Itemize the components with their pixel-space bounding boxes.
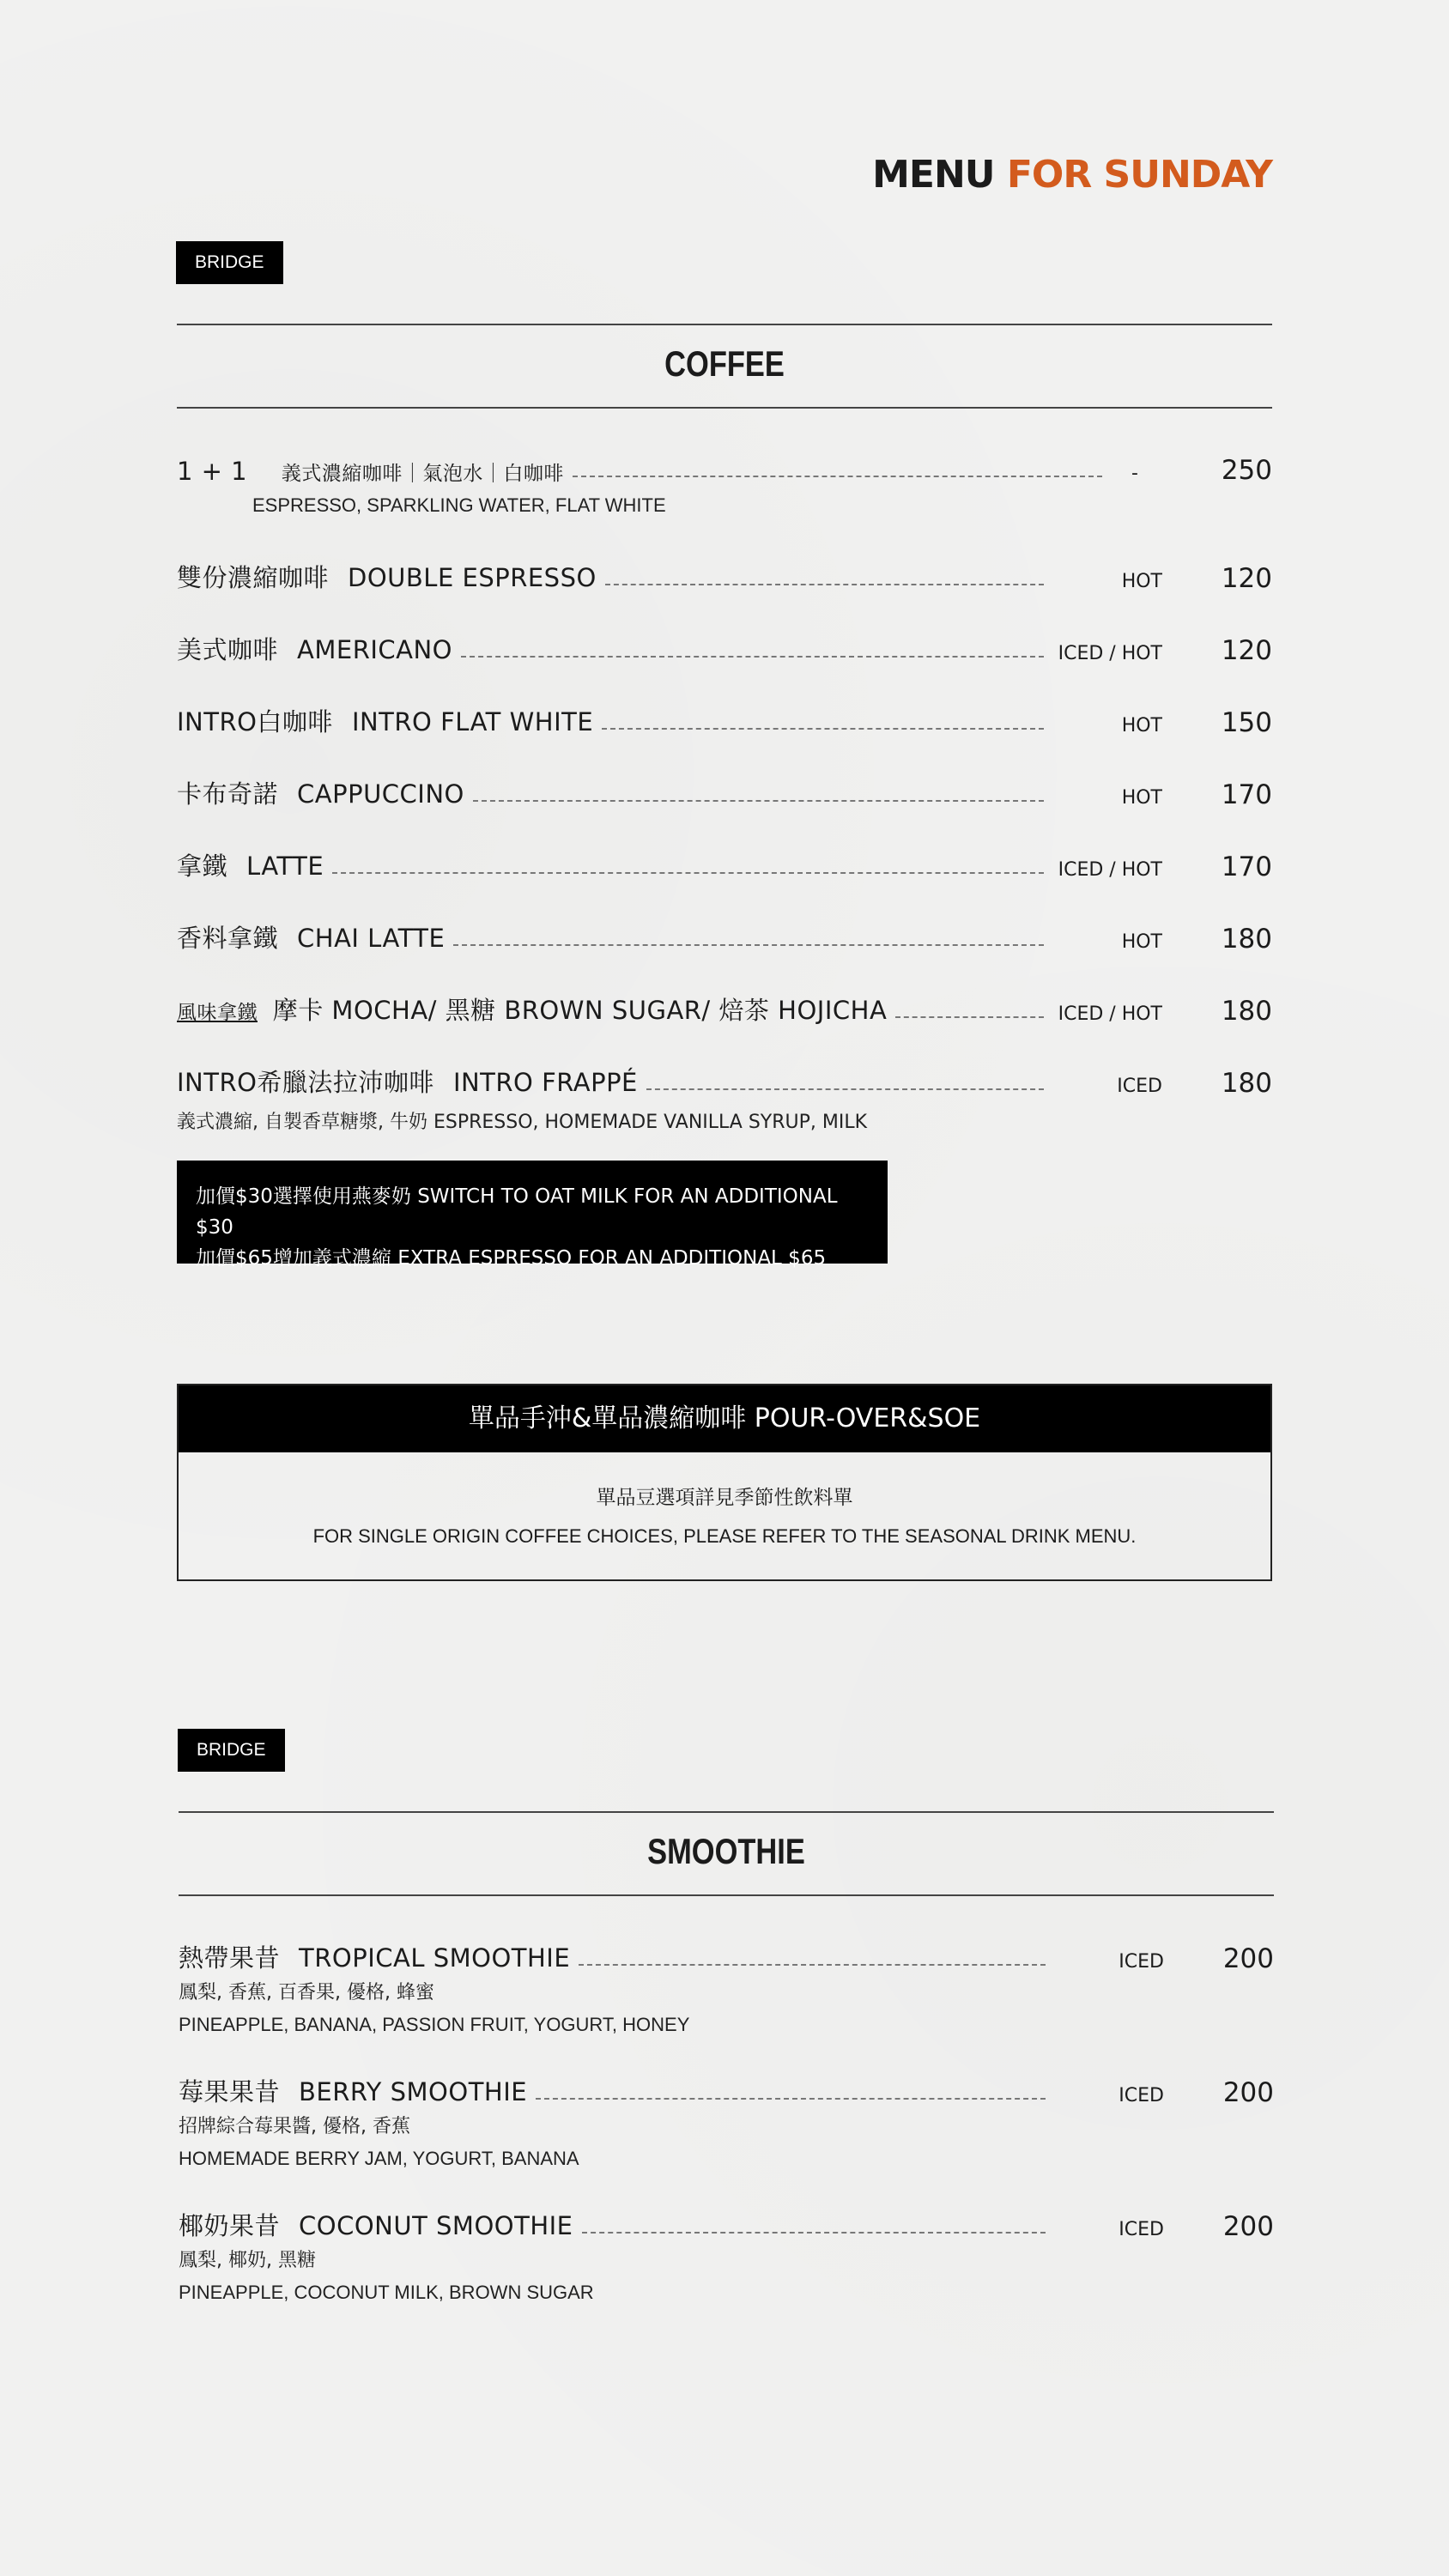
note-line: 加價$30選擇使用燕麥奶 SWITCH TO OAT MILK FOR AN ADDITIONAL $30 [196,1185,838,1239]
item-sub-en: PINEAPPLE, BANANA, PASSION FRUIT, YOGURT, HONEY [179,2014,690,2035]
item-name-zh: 莓果果昔 [179,2077,281,2106]
item-name-en: DOUBLE ESPRESSO [348,563,597,592]
divider [179,1811,1274,1813]
item-temp: ICED [1119,1951,1164,1973]
menu-item [177,560,1272,594]
menu-item [177,452,1272,486]
item-price: 170 [1221,779,1272,810]
item-price: 180 [1221,1068,1272,1099]
menu-item [179,2208,1274,2242]
item-price: 180 [1221,924,1272,955]
item-temp: HOT [1121,787,1162,809]
menu-item [179,1940,1274,1974]
item-name-en: LATTE [246,852,324,881]
item-name-zh: 熱帶果昔 [179,1943,281,1973]
menu-item [177,848,1272,882]
item-price: 200 [1222,1943,1274,1974]
item-name-en: BERRY SMOOTHIE [299,2077,528,2106]
milk-note-box [177,1161,888,1270]
item-name-en: CAPPUCCINO [297,779,464,809]
dotted-leader [332,872,1044,874]
menu-item [177,992,1272,1027]
item-price: 200 [1222,2211,1274,2242]
item-name-zh: 椰奶果昔 [179,2211,281,2240]
bridge-tag: BRIDGE [176,241,283,284]
item-temp: ICED / HOT [1058,1003,1162,1025]
dotted-leader [895,1016,1044,1018]
item-temp: ICED / HOT [1058,859,1162,881]
item-name-en: TROPICAL SMOOTHIE [299,1943,571,1973]
item-name-zh: 雙份濃縮咖啡 [177,563,330,592]
note-line: 加價$65增加義式濃縮 EXTRA ESPRESSO FOR AN ADDITIONAL $65 [196,1247,827,1270]
item-price: 200 [1222,2077,1274,2108]
item-prefix: 風味拿鐵 [177,1002,258,1024]
item-sub-zh: 鳳梨, 椰奶, 黑糖 [179,2250,316,2271]
item-name-zh: 拿鐵 [177,852,228,881]
pour-over-box [177,1384,1272,1581]
item-price: 150 [1221,707,1272,738]
dotted-leader [579,1964,1046,1966]
menu-item [177,632,1272,666]
item-price: 120 [1221,563,1272,594]
divider [177,324,1272,325]
dotted-leader [573,476,1102,477]
item-price: 180 [1221,996,1272,1027]
item-name-en: COCONUT SMOOTHIE [299,2211,573,2240]
dotted-leader [453,944,1044,946]
item-temp: HOT [1121,931,1162,953]
menu-item [177,776,1272,810]
dotted-leader [605,584,1044,585]
dotted-leader [536,2098,1046,2100]
item-name-en: AMERICANO [297,635,453,664]
item-temp: HOT [1121,715,1162,736]
item-name-en: INTRO FRAPPÉ [452,1068,638,1097]
item-name-zh: 卡布奇諾 [177,779,279,809]
item-sub-zh: 鳳梨, 香蕉, 百香果, 優格, 蜂蜜 [179,1982,434,2003]
item-price: 120 [1221,635,1272,666]
dotted-leader [582,2232,1046,2234]
item-sub-en: PINEAPPLE, COCONUT MILK, BROWN SUGAR [179,2282,594,2303]
dotted-leader [461,656,1044,658]
divider [179,1894,1274,1896]
item-name-zh: INTRO白咖啡 [177,707,333,736]
item-sub-en: HOMEMADE BERRY JAM, YOGURT, BANANA [179,2148,579,2169]
section-title-coffee: COFFEE [664,343,785,384]
menu-item [177,704,1272,738]
menu-title-main: MENU [872,153,995,197]
dotted-leader [646,1088,1044,1090]
menu-title [872,153,1272,197]
item-sub: 義式濃縮, 自製香草糖漿, 牛奶 ESPRESSO, HOMEMADE VANILLA SYRUP, MILK [177,1112,868,1133]
item-desc: 義式濃縮咖啡｜氣泡水｜白咖啡 [281,463,564,485]
dotted-leader [473,800,1044,802]
item-name-zh: 1 + 1 [177,457,248,486]
item-temp: ICED / HOT [1058,643,1162,664]
item-temp: - [1131,463,1138,484]
item-name-en: INTRO FLAT WHITE [351,707,594,736]
item-price: 250 [1221,455,1272,486]
item-name-zh: 香料拿鐵 [177,924,279,953]
bridge-tag: BRIDGE [178,1729,285,1772]
item-sub-en: ESPRESSO, SPARKLING WATER, FLAT WHITE [252,494,666,516]
item-sub-zh: 招牌綜合莓果醬, 優格, 香蕉 [179,2116,410,2137]
menu-item [179,2074,1274,2108]
item-temp: HOT [1121,571,1162,592]
item-name-zh: 美式咖啡 [177,635,279,664]
pour-over-note-zh: 單品豆選項詳見季節性飲料單 [596,1487,853,1509]
divider [177,407,1272,409]
item-temp: ICED [1119,2219,1164,2240]
item-name-zh: INTRO希臘法拉沛咖啡 [177,1068,434,1097]
menu-item [177,1064,1272,1099]
item-name: 摩卡 MOCHA/ 黑糖 BROWN SUGAR/ 焙茶 HOJICHA [272,996,888,1025]
pour-over-note-en: FOR SINGLE ORIGIN COFFEE CHOICES, PLEASE REFER TO THE SEASONAL DRINK MENU. [312,1525,1137,1547]
item-name-en: CHAI LATTE [297,924,446,953]
item-temp: ICED [1117,1076,1162,1097]
menu-title-accent: FOR SUNDAY [1006,153,1272,197]
item-price: 170 [1221,852,1272,882]
pour-over-title: 單品手沖&單品濃縮咖啡 POUR-OVER&SOE [179,1385,1270,1452]
section-title-smoothie: SMOOTHIE [647,1831,805,1871]
menu-item [177,920,1272,955]
item-temp: ICED [1119,2085,1164,2106]
dotted-leader [602,728,1044,730]
